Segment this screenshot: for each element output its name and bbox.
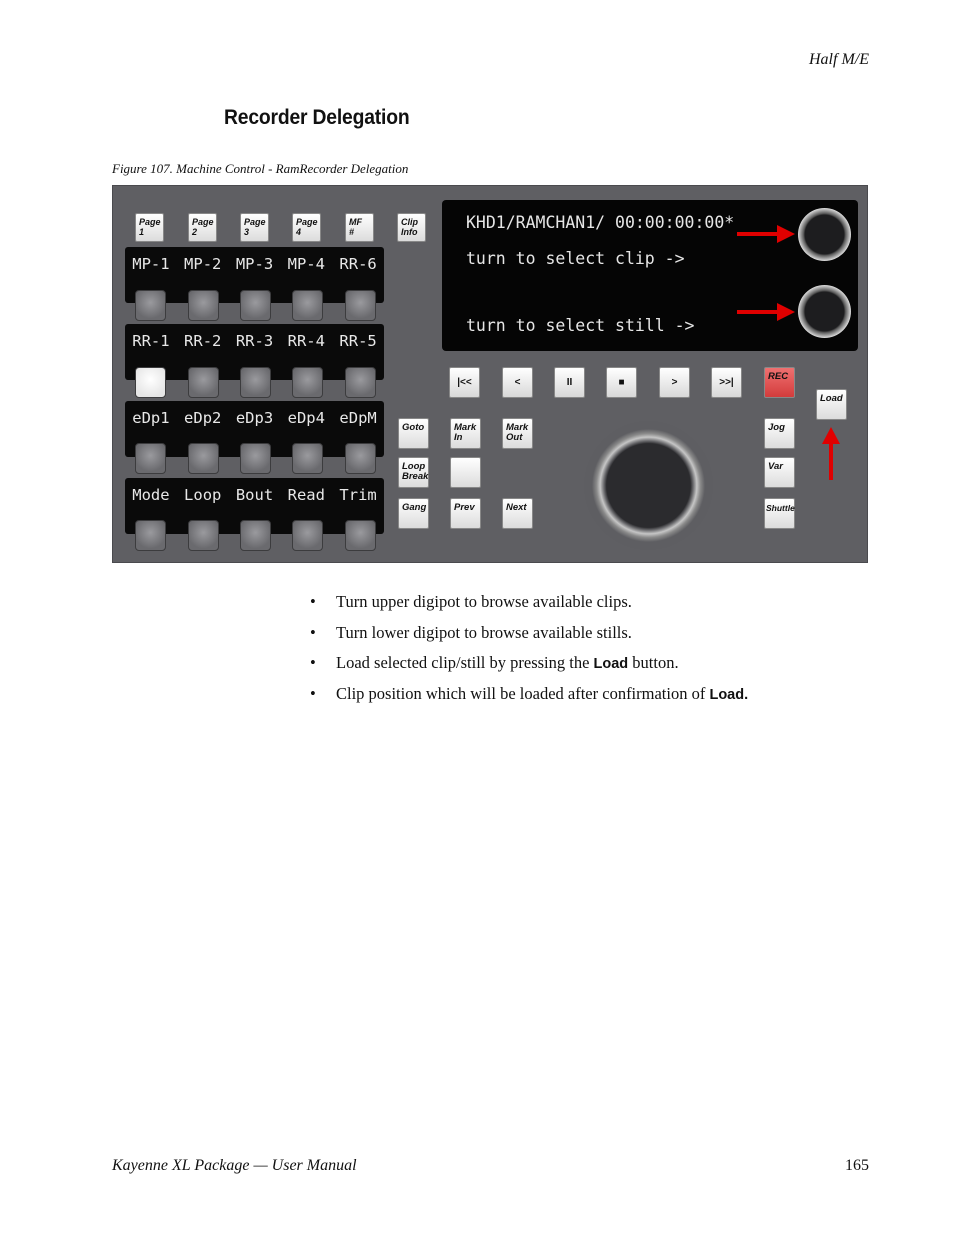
source-button[interactable] xyxy=(345,443,376,474)
mark-out-button[interactable]: Mark Out xyxy=(502,418,533,449)
upper-digipot-knob[interactable] xyxy=(798,208,851,261)
arrow-right-icon xyxy=(735,222,797,246)
section-title: Recorder Delegation xyxy=(224,106,410,129)
list-item-text: button. xyxy=(628,653,679,672)
read-button[interactable] xyxy=(292,520,323,551)
rec-button[interactable]: REC xyxy=(764,367,795,398)
forward-to-end-button[interactable]: >>| xyxy=(711,367,742,398)
lcd-label: Loop xyxy=(184,486,222,504)
gang-button[interactable]: Gang xyxy=(398,498,429,529)
step-forward-button[interactable]: > xyxy=(659,367,690,398)
list-item-text: Load selected clip/still by pressing the xyxy=(336,653,594,672)
lcd-label: RR-5 xyxy=(339,332,377,350)
jog-button[interactable]: Jog xyxy=(764,418,795,449)
mode-button[interactable] xyxy=(135,520,166,551)
mf-button[interactable]: MF # xyxy=(345,213,374,242)
prev-button[interactable]: Prev xyxy=(450,498,481,529)
page-1-button[interactable]: Page 1 xyxy=(135,213,164,242)
source-button[interactable] xyxy=(292,290,323,321)
source-button[interactable] xyxy=(240,443,271,474)
lcd-label: Trim xyxy=(339,486,377,504)
page-4-button[interactable]: Page 4 xyxy=(292,213,321,242)
source-button[interactable] xyxy=(240,367,271,398)
list-item xyxy=(310,592,748,623)
var-button[interactable]: Var xyxy=(764,457,795,488)
lcd-label: MP-4 xyxy=(287,255,325,273)
step-back-button[interactable]: < xyxy=(502,367,533,398)
lcd-label: RR-1 xyxy=(132,332,170,350)
lcd-label: Read xyxy=(287,486,325,504)
keyword-load: Load xyxy=(593,656,629,672)
lcd-label: Bout xyxy=(235,486,274,504)
lcd-label: eDp3 xyxy=(235,409,274,427)
load-button[interactable]: Load xyxy=(816,389,847,420)
display-clip-line: turn to select clip -> xyxy=(466,249,685,268)
lcd-label: Mode xyxy=(132,486,170,504)
source-button[interactable] xyxy=(240,290,271,321)
mark-in-button[interactable]: Mark In xyxy=(450,418,481,449)
clip-info-button[interactable]: Clip Info xyxy=(397,213,426,242)
keyword-load: Load. xyxy=(709,686,749,703)
shuttle-button[interactable]: Shuttle xyxy=(764,498,795,529)
bout-button[interactable] xyxy=(240,520,271,551)
list-item xyxy=(310,653,748,684)
lcd-label: RR-3 xyxy=(235,332,274,350)
list-item-text: Turn upper digipot to browse available clips. xyxy=(336,592,632,611)
source-button[interactable] xyxy=(188,367,219,398)
blank-button[interactable] xyxy=(450,457,481,488)
list-item xyxy=(310,623,748,654)
page-number: 165 xyxy=(845,1157,869,1174)
rewind-to-start-button[interactable]: |<< xyxy=(449,367,480,398)
source-button[interactable] xyxy=(345,290,376,321)
rr1-button[interactable] xyxy=(135,367,166,398)
source-button[interactable] xyxy=(292,443,323,474)
lcd-label: eDp2 xyxy=(184,409,222,427)
arrow-right-icon xyxy=(735,300,797,324)
list-item-text: Turn lower digipot to browse available stills. xyxy=(336,622,632,642)
lcd-label: MP-3 xyxy=(235,255,274,273)
lcd-label: eDpM xyxy=(339,409,377,427)
instruction-list xyxy=(310,592,748,714)
lcd-label: eDp4 xyxy=(287,409,325,427)
page-2-button[interactable]: Page 2 xyxy=(188,213,217,242)
stop-button[interactable]: ■ xyxy=(606,367,637,398)
source-button[interactable] xyxy=(292,367,323,398)
trim-button[interactable] xyxy=(345,520,376,551)
loop-button[interactable] xyxy=(188,520,219,551)
lcd-label: RR-4 xyxy=(287,332,325,350)
lcd-label: MP-2 xyxy=(184,255,222,273)
display-status-line: KHD1/RAMCHAN1/ 00:00:00:00* xyxy=(466,213,735,232)
source-button[interactable] xyxy=(188,290,219,321)
source-button[interactable] xyxy=(345,367,376,398)
lcd-label: RR-2 xyxy=(184,332,222,350)
lcd-label: RR-6 xyxy=(339,255,377,273)
display-still-line: turn to select still -> xyxy=(466,316,695,335)
goto-button[interactable]: Goto xyxy=(398,418,429,449)
pause-button[interactable]: II xyxy=(554,367,585,398)
next-button[interactable]: Next xyxy=(502,498,533,529)
list-item xyxy=(310,684,748,715)
footer-title: Kayenne XL Package — User Manual xyxy=(112,1157,357,1174)
lcd-label: eDp1 xyxy=(132,409,170,427)
jog-wheel[interactable] xyxy=(584,421,713,550)
loop-break-button[interactable]: Loop Break xyxy=(398,457,429,488)
source-button[interactable] xyxy=(135,443,166,474)
lower-digipot-knob[interactable] xyxy=(798,285,851,338)
lcd-label: MP-1 xyxy=(132,255,170,273)
running-header: Half M/E xyxy=(809,51,869,68)
list-item-text: Clip position which will be loaded after confirmation of xyxy=(336,683,710,703)
figure-caption: Figure 107. Machine Control - RamRecorder Delegation xyxy=(112,161,409,176)
page-3-button[interactable]: Page 3 xyxy=(240,213,269,242)
source-button[interactable] xyxy=(135,290,166,321)
source-button[interactable] xyxy=(188,443,219,474)
arrow-up-icon xyxy=(819,426,843,482)
machine-control-panel xyxy=(112,185,868,563)
